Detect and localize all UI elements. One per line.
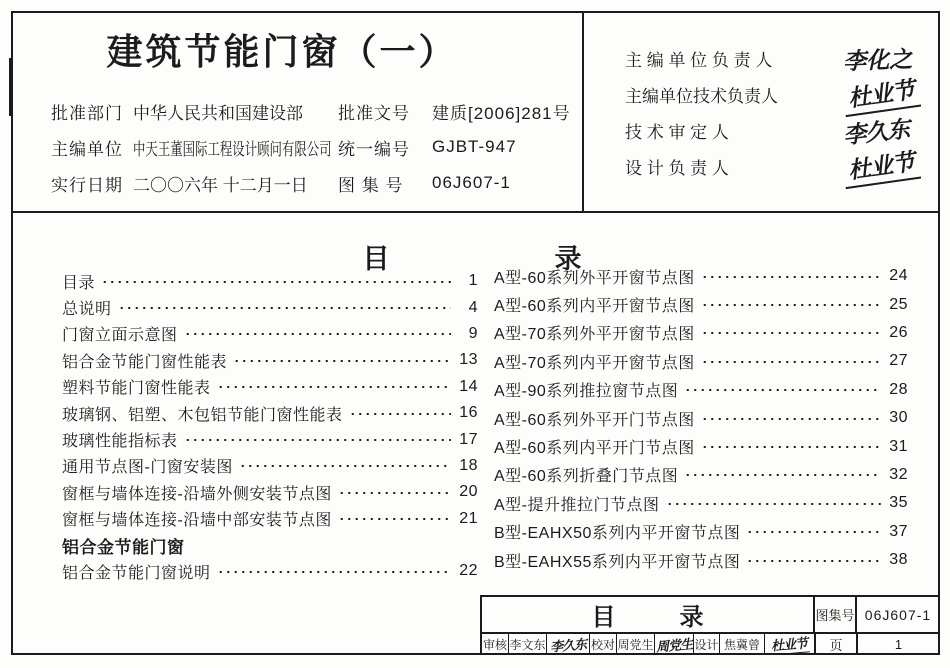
- title-block-row-top: [482, 597, 939, 634]
- toc-dot-leader: [184, 435, 451, 444]
- toc-dot-leader: [701, 414, 881, 423]
- toc-dot-leader: [746, 556, 881, 565]
- toc-item: [494, 262, 908, 290]
- toc-item-title: A型-60系列内平开门节点图: [494, 440, 695, 458]
- toc-item-page: 24: [889, 267, 908, 285]
- toc-item: [494, 518, 908, 546]
- toc-dot-leader: [701, 357, 881, 366]
- toc-heading-char1: 目: [362, 244, 390, 274]
- chief-unit-tech-head-label: 主编单位技术负责人: [625, 86, 778, 106]
- toc-item-page: 9: [468, 324, 478, 342]
- chief-editor-value: [133, 135, 338, 160]
- toc-dot-leader: [239, 461, 451, 470]
- page-label: 页: [814, 634, 856, 654]
- toc-item-title: 门窗立面示意图: [62, 327, 178, 345]
- toc-item-title: 目录: [62, 274, 96, 292]
- toc-item-page: 31: [889, 437, 908, 455]
- toc-item: [494, 489, 908, 517]
- toc-item-title: 窗框与墙体连接-沿墙外侧安装节点图: [62, 485, 332, 503]
- toc-item: [494, 376, 908, 404]
- toc-item-page: 20: [459, 483, 478, 501]
- tech-approver-label: 技 术 审 定 人: [625, 122, 729, 142]
- toc-item-title: A型-70系列外平开窗节点图: [494, 326, 695, 344]
- officials-box: [625, 40, 930, 184]
- toc-item: [62, 558, 478, 584]
- toc-item-title: A型-70系列内平开窗节点图: [494, 354, 695, 372]
- chief-unit-head-label: 主 编 单 位 负 责 人: [625, 50, 773, 70]
- toc-item-title: A型-60系列折叠门节点图: [494, 468, 679, 486]
- toc-item-title: A型-提升推拉门节点图: [494, 496, 660, 514]
- official-row: [625, 112, 930, 148]
- toc-dot-leader: [684, 470, 881, 479]
- toc-item-title: 塑料节能门窗性能表: [62, 380, 211, 398]
- toc-dot-leader: [101, 277, 451, 286]
- toc-item-title: 玻璃性能指标表: [62, 433, 178, 451]
- approval-dept-value: 中华人民共和国建设部: [133, 103, 303, 123]
- toc-item-page: 18: [459, 456, 478, 474]
- toc-item: [62, 321, 478, 347]
- toc-item-title: A型-60系列内平开窗节点图: [494, 298, 695, 316]
- toc-item-page: 32: [889, 465, 908, 483]
- header-horizontal-divider: [11, 211, 940, 213]
- sheet-name-char2: 录: [679, 604, 704, 631]
- toc-item-page: 4: [468, 298, 478, 316]
- toc-item: [62, 347, 478, 373]
- toc-item-page: 1: [468, 272, 478, 290]
- proofreader-signature: [654, 634, 693, 654]
- toc-dot-leader: [349, 409, 451, 418]
- toc-dot-leader: [338, 488, 451, 497]
- toc-dot-leader: [666, 499, 881, 508]
- reviewer-name: 李文东: [508, 634, 546, 654]
- atlas-no-value: 06J607-1: [432, 173, 511, 192]
- toc-dot-leader: [233, 356, 451, 365]
- toc-item: [494, 290, 908, 318]
- toc-dot-leader: [191, 541, 452, 550]
- toc-dot-leader: [217, 382, 451, 391]
- toc-item-title: 窗框与墙体连接-沿墙中部安装节点图: [62, 512, 332, 530]
- toc-item-title: 通用节点图-门窗安装图: [62, 459, 233, 477]
- toc-item-page: 14: [459, 377, 478, 395]
- toc-item: [494, 319, 908, 347]
- design-head-signature: 杜业节: [841, 143, 921, 189]
- official-row: [625, 148, 930, 184]
- toc-item-page: 26: [889, 323, 908, 341]
- toc-column-right: [494, 262, 908, 574]
- design-head-label: 设 计 负 责 人: [625, 158, 729, 178]
- toc-item: [62, 268, 478, 294]
- toc-item-page: 38: [889, 551, 908, 569]
- toc-item: [62, 294, 478, 320]
- sheet-name: [482, 597, 813, 632]
- toc-dot-leader: [701, 442, 881, 451]
- official-row: [625, 76, 930, 112]
- atlas-no-label: 图 集 号: [338, 175, 404, 195]
- scan-registration-mark: [9, 58, 13, 116]
- toc-dot-leader: [118, 303, 451, 312]
- toc-item: [62, 453, 478, 479]
- chief-editor-label: 主编单位: [51, 139, 123, 159]
- designer-label: 设计: [693, 634, 719, 654]
- effective-date-label: 实行日期: [51, 175, 123, 195]
- reviewer-label: 审核: [482, 637, 507, 652]
- toc-item-page: 37: [889, 522, 908, 540]
- page-title: 建筑节能门窗（一）: [106, 31, 458, 72]
- toc-section-header: [62, 532, 478, 558]
- toc-item-page: 35: [889, 494, 908, 512]
- toc-dot-leader: [338, 514, 451, 523]
- toc-item-title: 铝合金节能门窗说明: [62, 564, 211, 582]
- toc-item: [494, 432, 908, 460]
- toc-item-page: 13: [459, 351, 478, 369]
- approval-doc-label: 批准文号: [338, 103, 410, 123]
- toc-item: [494, 404, 908, 432]
- toc-item-title: B型-EAHX50系列内平开窗节点图: [494, 525, 741, 543]
- toc-item-page: 17: [459, 430, 478, 448]
- toc-item: [494, 461, 908, 489]
- toc-dot-leader: [701, 300, 881, 309]
- atlas-number-label: 图集号: [813, 597, 855, 632]
- designer-signature-text: 杜业节: [769, 634, 811, 654]
- toc-item: [62, 426, 478, 452]
- toc-item: [62, 400, 478, 426]
- toc-dot-leader: [701, 328, 881, 337]
- approval-dept-label: 批准部门: [51, 103, 123, 123]
- approval-row-dept: [51, 93, 571, 129]
- toc-dot-leader: [217, 567, 451, 576]
- toc-dot-leader: [684, 385, 881, 394]
- toc-item: [62, 374, 478, 400]
- toc-item: [62, 506, 478, 532]
- toc-item-title: A型-90系列推拉窗节点图: [494, 383, 679, 401]
- approval-row-date: [51, 165, 566, 201]
- unified-no-value: GJBT-947: [432, 137, 517, 156]
- approval-row-editor: [51, 129, 566, 165]
- toc-item-title: 铝合金节能门窗性能表: [62, 353, 228, 371]
- reviewer-signature-text: 李久东: [549, 635, 587, 654]
- sheet-name-char1: 目: [591, 604, 616, 631]
- drawing-title-block: [480, 595, 939, 654]
- page-number: 1: [856, 634, 939, 654]
- toc-item-page: 21: [459, 509, 478, 527]
- reviewer-signature: [546, 634, 589, 654]
- header-vertical-divider: [582, 13, 584, 211]
- tech-approver-signature: 李久东: [841, 115, 911, 148]
- toc-item-title: 铝合金节能门窗: [62, 537, 185, 557]
- toc-item: [62, 479, 478, 505]
- toc-heading-char2: 录: [554, 244, 582, 274]
- official-row: [625, 40, 930, 76]
- toc-item: [494, 347, 908, 375]
- proofreader-signature-text: 周党生: [655, 635, 693, 654]
- designer-name: 焦冀曾: [719, 634, 764, 654]
- proofreader-label: 校对: [589, 634, 616, 654]
- toc-item-page: 30: [889, 409, 908, 427]
- chief-editor-company: 中天王董国际工程设计顾问有限公司: [133, 139, 332, 159]
- designer-signature: [764, 634, 814, 654]
- title-block-row-bottom: [482, 634, 939, 654]
- toc-item-page: 27: [889, 352, 908, 370]
- approval-info: [51, 93, 571, 201]
- toc-item-title: B型-EAHX55系列内平开窗节点图: [494, 553, 741, 571]
- toc-item-title: A型-60系列外平开门节点图: [494, 411, 695, 429]
- toc-item-page: 16: [459, 404, 478, 422]
- unified-no-label: 统一编号: [338, 139, 410, 159]
- toc-dot-leader: [184, 329, 451, 338]
- toc-item-title: A型-60系列外平开窗节点图: [494, 269, 695, 287]
- proofreader-name: 周党生: [616, 634, 654, 654]
- approval-doc-value: 建质[2006]281号: [432, 103, 571, 123]
- chief-unit-head-signature: 李化之: [842, 45, 913, 74]
- toc-item: [494, 546, 908, 574]
- toc-dot-leader: [746, 527, 881, 536]
- toc-item-title: 总说明: [62, 301, 112, 319]
- atlas-number-value: 06J607-1: [855, 597, 939, 632]
- toc-item-title: 玻璃钢、铝塑、木包铝节能门窗性能表: [62, 406, 343, 424]
- toc-dot-leader: [701, 272, 881, 281]
- toc-column-left: [62, 268, 478, 585]
- chief-unit-tech-head-signature: 杜业节: [841, 71, 921, 117]
- toc-item-page: 28: [889, 380, 908, 398]
- toc-item-page: 22: [459, 562, 478, 580]
- effective-date-value: 二〇〇六年 十二月一日: [133, 175, 308, 195]
- toc-item-page: 25: [889, 295, 908, 313]
